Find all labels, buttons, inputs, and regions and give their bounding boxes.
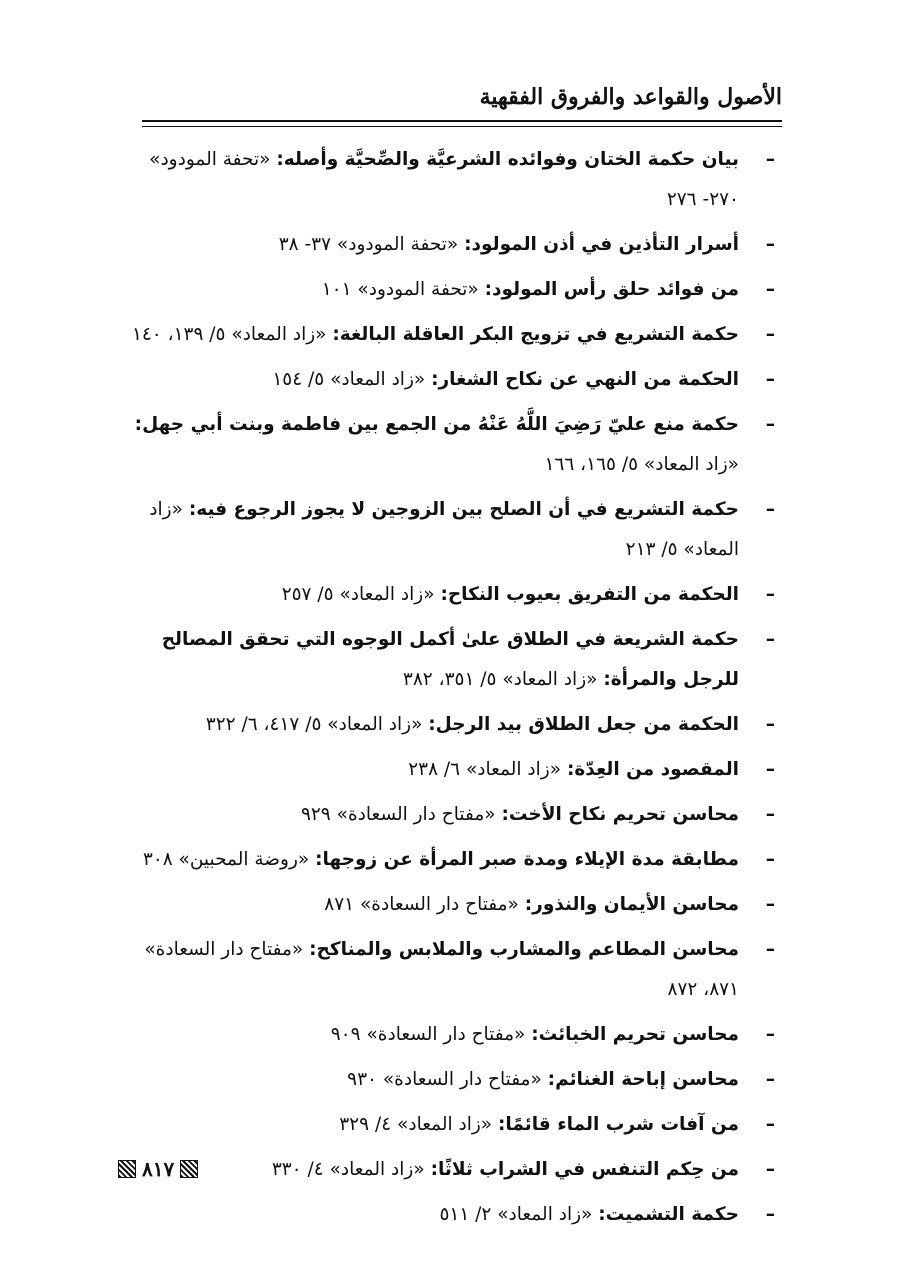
entry-topic: أسرار التأذين في أذن المولود:: [464, 234, 739, 255]
list-item: [110, 490, 775, 570]
bullet-dash: –: [765, 1114, 775, 1135]
entry-topic: مطابقة مدة الإيلاء ومدة صبر المرأة عن زوجها:: [315, 849, 739, 870]
bullet-dash: –: [765, 714, 775, 735]
entry-topic: حكمة التشريع في أن الصلح بين الزوجين لا يجوز الرجوع فيه:: [188, 499, 739, 520]
running-header: الأصول والقواعد والفروق الفقهية: [479, 84, 782, 110]
entry-topic: الحكمة من النهي عن نكاح الشغار:: [431, 369, 739, 390]
entry-topic: محاسن الأيمان والنذور:: [524, 894, 739, 915]
bullet-dash: –: [765, 499, 775, 520]
bullet-dash: –: [765, 629, 775, 650]
list-item: [110, 1195, 775, 1235]
entry-topic: بيان حكمة الختان وفوائده الشرعيَّة والصِّحيَّة وأصله:: [276, 149, 739, 170]
bullet-dash: –: [765, 584, 775, 605]
entry-reference: «مفتاح دار السعادة» ٨٧١، ٨٧٢: [144, 939, 739, 1000]
entry-topic: من فوائد حلق رأس المولود:: [484, 279, 739, 300]
list-item: [110, 620, 775, 700]
list-item: [110, 1150, 775, 1190]
list-item: [110, 840, 775, 880]
entry-reference: «زاد المعاد» ٥/ ١٣٩، ١٤٠: [131, 324, 327, 345]
entry-topic: محاسن المطاعم والمشارب والملابس والمناكح:: [309, 939, 739, 960]
entry-topic: محاسن تحريم نكاح الأخت:: [501, 804, 739, 825]
list-item: [110, 360, 775, 400]
topic-list: [110, 140, 775, 1240]
list-item: [110, 225, 775, 265]
entry-reference: «زاد المعاد» ٥/ ٢١٣: [149, 499, 739, 560]
entry-topic: من آفات شرب الماء قائمًا:: [498, 1114, 739, 1135]
entry-reference: «زاد المعاد» ٥/ ١٦٥، ١٦٦: [544, 454, 739, 475]
list-item: [110, 705, 775, 745]
entry-reference: «تحفة المودود» ١٠١: [321, 279, 479, 300]
entry-reference: «تحفة المودود» ٢٧٠- ٢٧٦: [149, 149, 739, 210]
entry-reference: «تحفة المودود» ٣٧- ٣٨: [278, 234, 459, 255]
entry-reference: «مفتاح دار السعادة» ٩٣٠: [347, 1069, 542, 1090]
bullet-dash: –: [765, 1159, 775, 1180]
list-item: [110, 885, 775, 925]
entry-reference: «مفتاح دار السعادة» ٩٢٩: [300, 804, 496, 825]
bullet-dash: –: [765, 279, 775, 300]
bullet-dash: –: [765, 849, 775, 870]
entry-topic: حكمة منع عليّ رَضِيَ اللَّهُ عَنْهُ من الجمع بين فاطمة وبنت أبي جهل:: [134, 414, 739, 435]
bullet-dash: –: [765, 369, 775, 390]
entry-topic: محاسن إباحة الغنائم:: [547, 1069, 739, 1090]
bullet-dash: –: [765, 804, 775, 825]
list-item: [110, 750, 775, 790]
entry-topic: الحكمة من التفريق بعيوب النكاح:: [440, 584, 739, 605]
header-rule-thin: [142, 126, 782, 127]
entry-topic: من حِكم التنفس في الشراب ثلاثًا:: [430, 1159, 739, 1180]
entry-reference: «زاد المعاد» ٤/ ٣٣٠: [271, 1159, 425, 1180]
bullet-dash: –: [765, 1204, 775, 1225]
entry-topic: محاسن تحريم الخبائث:: [531, 1024, 739, 1045]
entry-topic: حكمة الشريعة في الطلاق علىٰ أكمل الوجوه التي تحقق المصالح للرجل والمرأة:: [161, 629, 739, 690]
ornament-icon: [118, 1160, 136, 1178]
list-item: [110, 575, 775, 615]
bullet-dash: –: [765, 759, 775, 780]
bullet-dash: –: [765, 324, 775, 345]
list-item: [110, 795, 775, 835]
list-item: [110, 270, 775, 310]
bullet-dash: –: [765, 1069, 775, 1090]
entry-reference: «روضة المحبين» ٣٠٨: [142, 849, 310, 870]
entry-reference: «زاد المعاد» ٦/ ٢٣٨: [408, 759, 562, 780]
list-item: [110, 405, 775, 485]
list-item: [110, 1105, 775, 1145]
entry-reference: «زاد المعاد» ٥/ ٣٥١، ٣٨٢: [402, 669, 598, 690]
bullet-dash: –: [765, 939, 775, 960]
entry-reference: «مفتاح دار السعادة» ٨٧١: [324, 894, 519, 915]
entry-reference: «زاد المعاد» ٢/ ٥١١: [439, 1204, 593, 1225]
entry-reference: «زاد المعاد» ٥/ ٤١٧، ٦/ ٣٢٢: [205, 714, 423, 735]
list-item: [110, 315, 775, 355]
bullet-dash: –: [765, 414, 775, 435]
entry-reference: «زاد المعاد» ٤/ ٣٢٩: [339, 1114, 493, 1135]
entry-topic: حكمة التشميت:: [598, 1204, 739, 1225]
page-number: ٨١٧: [142, 1157, 175, 1181]
list-item: [110, 1060, 775, 1100]
page-number-block: [118, 1157, 198, 1181]
entry-topic: المقصود من العِدّة:: [566, 759, 739, 780]
entry-reference: «زاد المعاد» ٥/ ١٥٤: [272, 369, 426, 390]
list-item: [110, 1015, 775, 1055]
entry-reference: «مفتاح دار السعادة» ٩٠٩: [330, 1024, 526, 1045]
bullet-dash: –: [765, 1024, 775, 1045]
bullet-dash: –: [765, 894, 775, 915]
entry-topic: الحكمة من جعل الطلاق بيد الرجل:: [428, 714, 739, 735]
list-item: [110, 140, 775, 220]
entry-topic: حكمة التشريع في تزويج البكر العاقلة البالغة:: [332, 324, 739, 345]
bullet-dash: –: [765, 149, 775, 170]
bullet-dash: –: [765, 234, 775, 255]
ornament-icon: [180, 1160, 198, 1178]
entry-reference: «زاد المعاد» ٥/ ٢٥٧: [281, 584, 435, 605]
list-item: [110, 930, 775, 1010]
header-rule-thick: [142, 120, 782, 122]
